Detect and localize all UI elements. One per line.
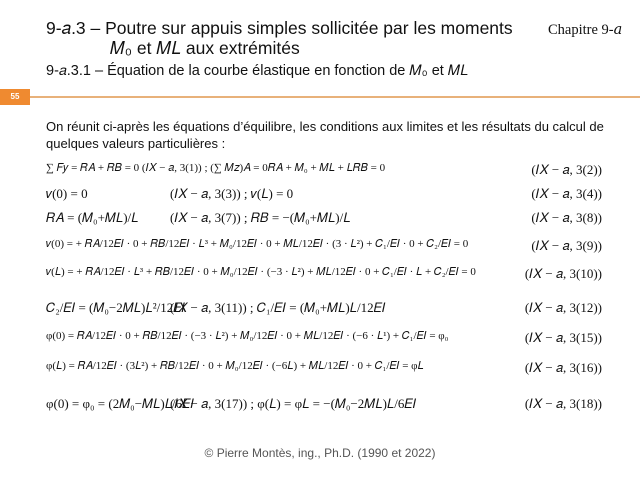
- slide-title-line2: 𝑀₀ et 𝑀𝐿 aux extrémités: [110, 38, 300, 58]
- equation-row: 𝐶₂/𝐸𝐼 = (𝑀₀−2𝑀𝐿)𝐿²/12𝐸𝐼: [46, 300, 186, 315]
- equation-reference: (𝐼𝑋 − 𝑎, 3(16)): [524, 360, 602, 375]
- equation-row: 𝑣(0) = + 𝑅𝐴/12𝐸𝐼 · 0 + 𝑅𝐵/12𝐸𝐼 · 𝐿³ + 𝑀₀/12𝐸𝐼 · 0 + 𝑀𝐿/12𝐸𝐼 · (3 · 𝐿²) + 𝐶₁/𝐸𝐼 · 0 + 𝐶₂/𝐸𝐼 = 0: [46, 238, 469, 250]
- equation-reference: (𝐼𝑋 − 𝑎, 3(10)): [524, 266, 602, 281]
- equation-reference: (𝐼𝑋 − 𝑎, 3(12)): [524, 300, 602, 315]
- equation-row: φ(𝐿) = 𝑅𝐴/12𝐸𝐼 · (3𝐿²) + 𝑅𝐵/12𝐸𝐼 · 0 + 𝑀₀/12𝐸𝐼 · (−6𝐿) + 𝑀𝐿/12𝐸𝐼 · 0 + 𝐶₁/𝐸𝐼 = φ𝐿: [46, 360, 424, 372]
- page-number-badge: 55: [0, 89, 30, 105]
- equation-middle: (𝐼𝑋 − 𝑎, 3(7)) ; 𝑅𝐵 = −(𝑀₀+𝑀𝐿)/𝐿: [170, 210, 351, 225]
- equation-row: φ(0) = 𝑅𝐴/12𝐸𝐼 · 0 + 𝑅𝐵/12𝐸𝐼 · (−3 · 𝐿²) + 𝑀₀/12𝐸𝐼 · 0 + 𝑀𝐿/12𝐸𝐼 · (−6 · 𝐿¹) + 𝐶₁/𝐸𝐼 = φ₀: [46, 330, 449, 342]
- equation-row: φ(0) = φ₀ = (2𝑀₀−𝑀𝐿)𝐿/6𝐸𝐼: [46, 396, 194, 411]
- equation-reference: (𝐼𝑋 − 𝑎, 3(15)): [524, 330, 602, 345]
- equation-row: ∑ 𝐹𝑦 = 𝑅𝐴 + 𝑅𝐵 = 0 (𝐼𝑋 − 𝑎, 3(1)) ; (∑ 𝑀𝑧)𝐴 = 0𝑅𝐴 + 𝑀₀ + 𝑀𝐿 + 𝐿𝑅𝐵 = 0: [46, 162, 386, 174]
- copyright-footer: © Pierre Montès, ing., Ph.D. (1990 et 2022): [204, 446, 436, 460]
- equation-row: 𝑣(0) = 0: [46, 186, 88, 201]
- chapter-label: Chapitre 9-𝑎: [548, 22, 623, 38]
- equation-middle: (𝐼𝑋 − 𝑎, 3(11)) ; 𝐶₁/𝐸𝐼 = (𝑀₀+𝑀𝐿)𝐿/12𝐸𝐼: [170, 300, 386, 315]
- intro-paragraph: On réunit ci-après les équations d’équilibre, les conditions aux limites et les résultats du calcul de quelques valeurs particulières :: [46, 119, 604, 151]
- equation-reference: (𝐼𝑋 − 𝑎, 3(4)): [531, 186, 602, 201]
- slide-subtitle: 9-𝑎.3.1 – Équation de la courbe élastique en fonction de 𝑀₀ et 𝑀𝐿: [46, 63, 469, 79]
- equation-reference: (𝐼𝑋 − 𝑎, 3(2)): [531, 162, 602, 177]
- header-rule: [30, 96, 640, 98]
- equation-reference: (𝐼𝑋 − 𝑎, 3(9)): [531, 238, 602, 253]
- equation-middle: (𝐼𝑋 − 𝑎, 3(17)) ; φ(𝐿) = φ𝐿 = −(𝑀₀−2𝑀𝐿)𝐿/6𝐸𝐼: [170, 396, 417, 411]
- equation-reference: (𝐼𝑋 − 𝑎, 3(18)): [524, 396, 602, 411]
- equation-middle: (𝐼𝑋 − 𝑎, 3(3)) ; 𝑣(𝐿) = 0: [170, 186, 294, 201]
- equation-row: 𝑅𝐴 = (𝑀₀+𝑀𝐿)/𝐿: [46, 210, 139, 225]
- equation-row: 𝑣(𝐿) = + 𝑅𝐴/12𝐸𝐼 · 𝐿³ + 𝑅𝐵/12𝐸𝐼 · 0 + 𝑀₀/12𝐸𝐼 · (−3 · 𝐿²) + 𝑀𝐿/12𝐸𝐼 · 0 + 𝐶₁/𝐸𝐼 · 𝐿 + 𝐶₂/𝐸𝐼 = 0: [46, 266, 476, 278]
- equation-reference: (𝐼𝑋 − 𝑎, 3(8)): [531, 210, 602, 225]
- slide-title-line1: 9-𝑎.3 – Poutre sur appuis simples sollicitée par les moments: [46, 18, 513, 38]
